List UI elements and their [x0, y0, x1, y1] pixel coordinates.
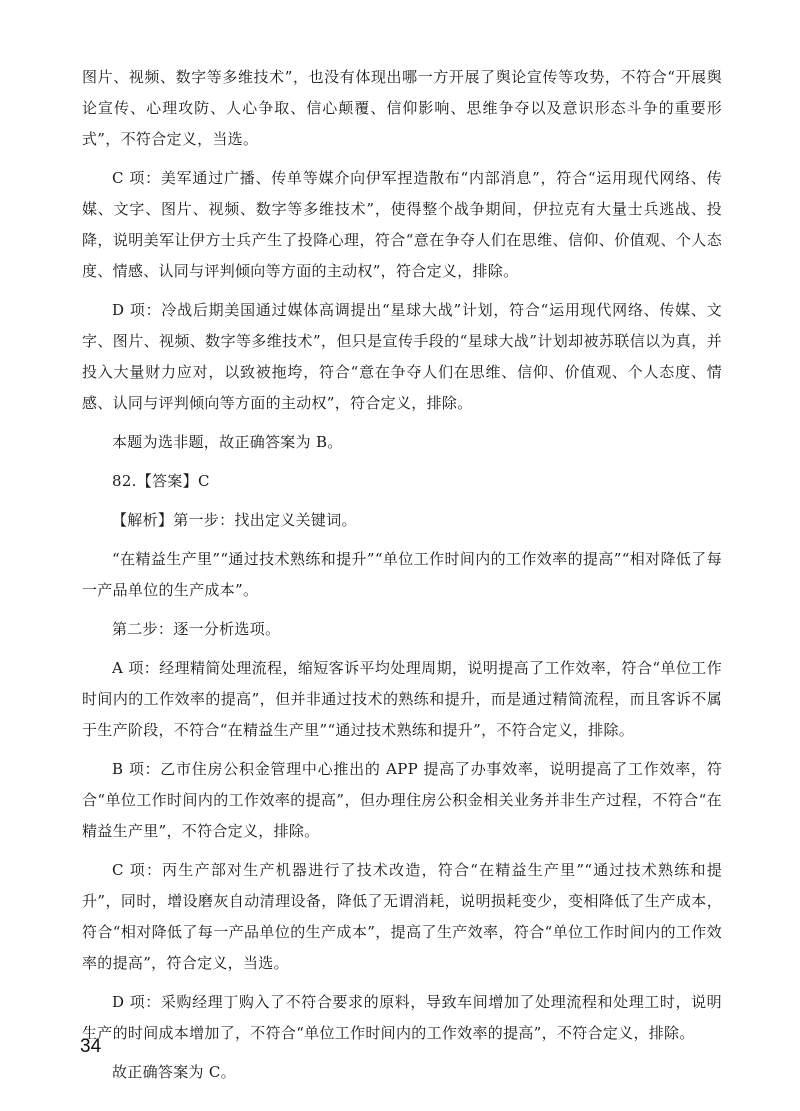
paragraph-keywords: “在精益生产里”“通过技术熟练和提升”“单位工作时间内的工作效率的提高”“相对降低了每一产品单位的生产成本”。	[82, 550, 722, 599]
paragraph-option-a-q82: A 项：经理精简处理流程，缩短客诉平均处理周期，说明提高了工作效率，符合“单位工作时间内的工作效率的提高”，但并非通过技术的熟练和提升，而是通过精简流程，而且客诉不属于生产阶段，不符合“在精益生产里”“通过技术熟练和提升”，不符合定义，排除。	[82, 659, 722, 739]
paragraph-option-d-q81: D 项：冷战后期美国通过媒体高调提出“星球大战”计划，符合“运用现代网络、传媒、文字、图片、视频、数字等多维技术”，但只是宣传手段的“星球大战”计划却被苏联信以为真，并投入大量财力应对，以致被拖垮，符合“意在争夺人们在思维、信仰、价值观、个人态度、情感、认同与评判倾向等方面的主动权”，符合定义，排除。	[82, 301, 722, 412]
paragraph-option-b-q82: B 项：乙市住房公积金管理中心推出的 APP 提高了办事效率，说明提高了工作效率，符合“单位工作时间内的工作效率的提高”，但办理住房公积金相关业务并非生产过程，不符合“在精益生产里”，不符合定义，排除。	[82, 760, 722, 840]
paragraph-analysis-step1: 【解析】第一步：找出定义关键词。	[112, 511, 357, 529]
paragraph-option-d-q82: D 项：采购经理丁购入了不符合要求的原料，导致车间增加了处理流程和处理工时，说明生产的时间成本增加了，不符合“单位工作时间内的工作效率的提高”，不符合定义，排除。	[82, 993, 722, 1042]
paragraph-continuation: 图片、视频、数字等多维技术”，也没有体现出哪一方开展了舆论宣传等攻势，不符合“开展舆论宣传、心理攻防、人心争取、信心颠覆、信仰影响、思维争夺以及意识形态斗争的重要形式”，不符合定义，当选。	[82, 68, 722, 148]
page-body	[82, 62, 722, 1096]
page-number: 34	[80, 1036, 102, 1057]
paragraph-final-answer-q82: 故正确答案为 C。	[112, 1063, 236, 1081]
paragraph-answer-q81: 本题为选非题，故正确答案为 B。	[112, 433, 343, 451]
paragraph-option-c-q82: C 项：丙生产部对生产机器进行了技术改造，符合“在精益生产里”“通过技术熟练和提升”，同时，增设磨灰自动清理设备，降低了无谓消耗，说明损耗变少，变相降低了生产成本，符合“相对降低了每一产品单位的生产成本”，提高了生产效率，符合“单位工作时间内的工作效率的提高”，符合定义，当选。	[82, 861, 722, 972]
paragraph-answer-heading-q82: 82.【答案】C	[112, 472, 210, 490]
paragraph-option-c-q81: C 项：美军通过广播、传单等媒介向伊军捏造散布“内部消息”，符合“运用现代网络、传媒、文字、图片、视频、数字等多维技术”，使得整个战争期间，伊拉克有大量士兵逃战、投降，说明美军让伊方士兵产生了投降心理，符合“意在争夺人们在思维、信仰、价值观、个人态度、情感、认同与评判倾向等方面的主动权”，符合定义，排除。	[82, 169, 722, 280]
paragraph-analysis-step2: 第二步：逐一分析选项。	[112, 620, 281, 638]
